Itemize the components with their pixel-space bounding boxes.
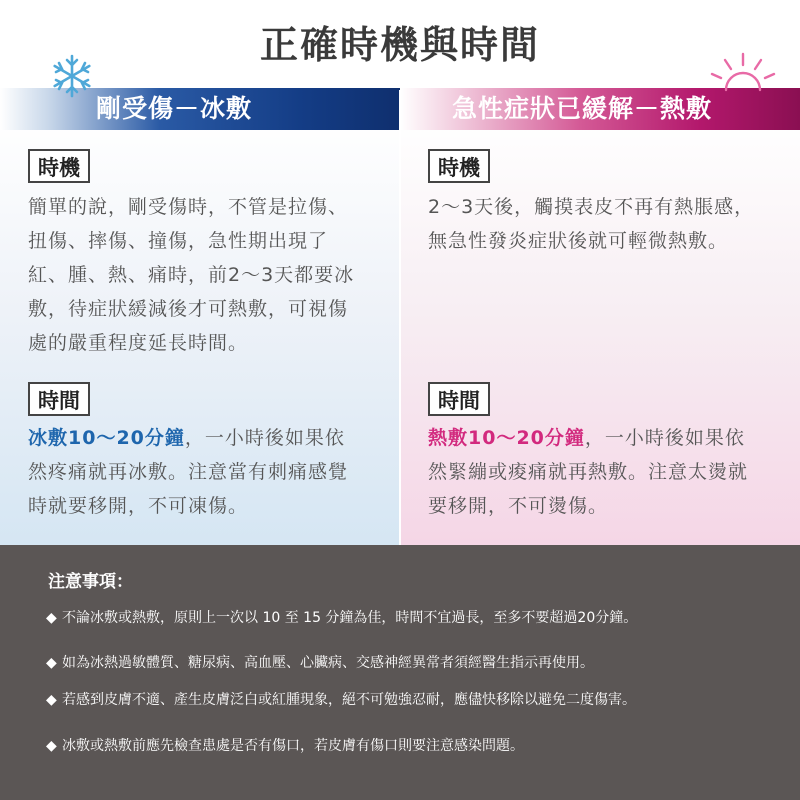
note-item [46, 689, 636, 709]
text-line: 簡單的說，剛受傷時，不管是拉傷、 [28, 196, 349, 218]
heat-time-text [428, 421, 788, 523]
text-line: 扭傷、摔傷、撞傷，急性期出現了 [28, 230, 329, 252]
notes-title: 注意事項： [48, 572, 133, 592]
diamond-bullet-icon: ◆ [46, 738, 57, 754]
snowflake-icon [48, 52, 96, 104]
cold-duration-highlight: 冰敷10～20分鐘 [28, 427, 185, 449]
text-line: 無急性發炎症狀後就可輕微熱敷。 [428, 230, 729, 252]
heat-duration-highlight: 熱敷10～20分鐘 [428, 427, 585, 449]
text-line: 然疼痛就再冰敷。注意當有刺痛感覺 [28, 461, 349, 483]
note-text: 如為冰熱過敏體質、糖尿病、高血壓、心臟病、交感神經異常者須經醫生指示再使用。 [62, 655, 594, 671]
cold-timing-tag: 時機 [28, 149, 90, 183]
diamond-bullet-icon: ◆ [46, 610, 57, 626]
cold-timing-text [28, 190, 388, 360]
column-divider [399, 90, 401, 545]
diamond-bullet-icon: ◆ [46, 655, 57, 671]
page-title: 正確時機與時間 [259, 23, 540, 67]
heat-timing-tag: 時機 [428, 149, 490, 183]
heat-time-tag: 時間 [428, 382, 490, 416]
cold-banner-label: 剛受傷－冰敷 [96, 94, 253, 123]
note-text: 冰敷或熱敷前應先檢查患處是否有傷口，若皮膚有傷口則要注意感染問題。 [62, 738, 524, 754]
text-line: 然緊繃或痠痛就再熱敷。注意太燙就 [428, 461, 749, 483]
text-line: 時就要移開，不可凍傷。 [28, 495, 249, 517]
text-line [28, 421, 388, 455]
text-fragment: ，一小時後如果依 [184, 427, 345, 449]
text-line: 2～3天後，觸摸表皮不再有熱脹感， [428, 196, 755, 218]
text-line: 紅、腫、熱、痛時，前2～3天都要冰 [28, 264, 355, 286]
text-line: 要移開，不可燙傷。 [428, 495, 609, 517]
heat-banner-label: 急性症狀已緩解－熱敷 [452, 94, 713, 123]
cold-time-text [28, 421, 388, 523]
text-line: 敷，待症狀緩減後才可熱敷，可視傷 [28, 298, 349, 320]
text-fragment: ，一小時後如果依 [584, 427, 745, 449]
cold-time-tag: 時間 [28, 382, 90, 416]
note-item [46, 735, 524, 755]
text-line [428, 421, 788, 455]
note-text: 不論冰敷或熱敷，原則上一次以 10 至 15 分鐘為佳，時間不宜過長，至多不要超過20分鐘。 [62, 610, 638, 626]
note-text: 若感到皮膚不適、產生皮膚泛白或紅腫現象，絕不可勉強忍耐，應儘快移除以避免二度傷害。 [62, 692, 636, 708]
sun-icon [708, 50, 778, 96]
heat-timing-text [428, 190, 788, 258]
note-item [46, 607, 637, 627]
note-item [46, 652, 594, 672]
diamond-bullet-icon: ◆ [46, 692, 57, 708]
notes-section [0, 545, 800, 800]
text-line: 處的嚴重程度延長時間。 [28, 332, 249, 354]
